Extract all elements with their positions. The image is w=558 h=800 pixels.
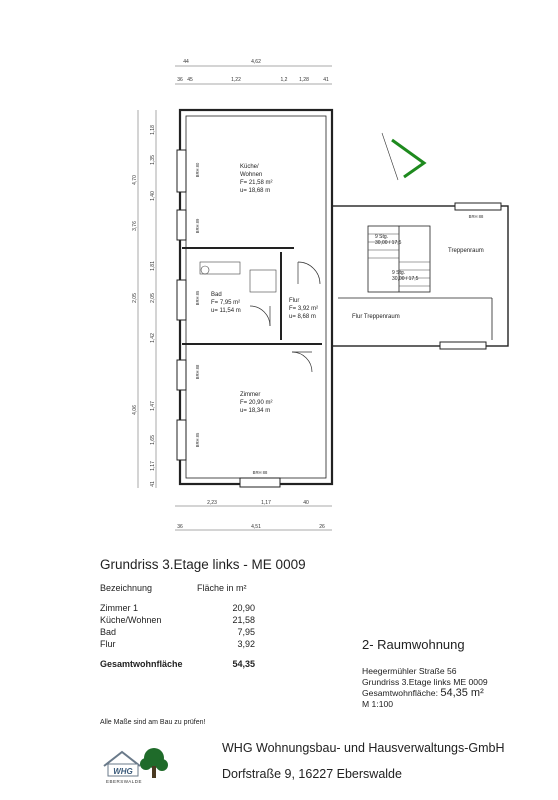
apartment-type: 2- Raumwohnung bbox=[362, 637, 465, 652]
row-value: 3,92 bbox=[237, 639, 255, 649]
room-bad-name: Bad bbox=[211, 292, 222, 298]
row-value: 7,95 bbox=[237, 627, 255, 637]
dim-top-4: 45 bbox=[187, 77, 193, 83]
dim-bottom-3: 40 bbox=[303, 500, 309, 506]
stair-lower-count: 9 Stg. bbox=[392, 270, 406, 276]
room-flur-name: Flur bbox=[289, 298, 300, 304]
table-row bbox=[100, 638, 257, 650]
company-name: WHG Wohnungsbau- und Hausverwaltungs-GmbH bbox=[222, 741, 505, 755]
dim-top-6: 1,2 bbox=[280, 77, 288, 83]
window-label-6: BRH 88 bbox=[252, 470, 268, 475]
window-labels bbox=[195, 162, 484, 475]
dim-top-2: 4,62 bbox=[251, 59, 261, 65]
dim-left-8: 1,65 bbox=[150, 435, 156, 445]
room-kueche-line1: Küche/ bbox=[240, 164, 259, 170]
room-flur-treppenraum: Flur Treppenraum bbox=[352, 314, 400, 320]
dim-bottom-6: 26 bbox=[319, 524, 325, 530]
info-area-value: 54,35 m² bbox=[440, 687, 484, 699]
dim-left-9: 1,17 bbox=[150, 461, 156, 471]
dim-top-7: 1,28 bbox=[299, 77, 309, 83]
room-flur-perimeter: u= 8,68 m bbox=[289, 314, 316, 320]
room-zimmer-name: Zimmer bbox=[240, 392, 261, 398]
dimension-lines bbox=[138, 66, 332, 530]
company-address: Dorfstraße 9, 16227 Eberswalde bbox=[222, 767, 402, 781]
room-zimmer-perimeter: u= 18,34 m bbox=[240, 408, 271, 414]
dim-left-5: 2,05 bbox=[150, 293, 156, 303]
dim-left-outer-3: 2,05 bbox=[132, 293, 138, 303]
plan-title: Grundriss 3.Etage links - ME 0009 bbox=[100, 557, 306, 572]
row-name: Küche/Wohnen bbox=[100, 615, 162, 625]
dims-top bbox=[177, 59, 329, 83]
room-zimmer-area: F= 20,90 m² bbox=[240, 400, 273, 406]
info-area-label: Gesamtwohnfläche: bbox=[362, 688, 438, 698]
dims-bottom bbox=[177, 500, 325, 530]
dim-bottom-4: 36 bbox=[177, 524, 183, 530]
dim-bottom-2: 1,17 bbox=[261, 500, 271, 506]
row-name: Flur bbox=[100, 639, 116, 649]
dim-top-3: 36 bbox=[177, 77, 183, 83]
area-table bbox=[100, 582, 257, 670]
dim-top-8: 41 bbox=[323, 77, 329, 83]
dim-left-4: 1,81 bbox=[150, 261, 156, 271]
dim-left-3: 1,40 bbox=[150, 191, 156, 201]
room-kueche-line2: Wohnen bbox=[240, 172, 263, 178]
room-flur-area: F= 3,92 m² bbox=[289, 306, 319, 312]
logo-subtext: EBERSWALDE bbox=[105, 779, 143, 784]
row-value: 20,90 bbox=[232, 603, 255, 613]
dim-left-2: 1,35 bbox=[150, 155, 156, 165]
window-label-5: BRH 85 bbox=[195, 432, 200, 448]
window-label-7: BRH 88 bbox=[468, 214, 484, 219]
room-kueche-area: F= 21,58 m² bbox=[240, 180, 273, 186]
dim-bottom-5: 4,51 bbox=[251, 524, 261, 530]
info-plan-name: Grundriss 3.Etage links ME 0009 bbox=[362, 677, 488, 687]
total-value: 54,35 bbox=[232, 659, 255, 669]
row-name: Zimmer 1 bbox=[100, 603, 138, 613]
north-arrow-icon bbox=[382, 133, 424, 180]
info-block bbox=[362, 666, 488, 710]
dim-top-5: 1,22 bbox=[231, 77, 241, 83]
table-total-row bbox=[100, 658, 257, 670]
disclaimer-note: Alle Maße sind am Bau zu prüfen! bbox=[100, 719, 206, 726]
row-name: Bad bbox=[100, 627, 117, 637]
table-row bbox=[100, 614, 257, 626]
stair-lower-dim: 30,00 / 17,5 bbox=[392, 276, 419, 282]
dim-left-6: 1,42 bbox=[150, 333, 156, 343]
dim-bottom-1: 2,23 bbox=[207, 500, 217, 506]
room-bad-area: F= 7,95 m² bbox=[211, 300, 241, 306]
dim-left-outer-2: 3,76 bbox=[132, 221, 138, 231]
windows bbox=[177, 150, 501, 487]
table-header bbox=[100, 582, 257, 594]
logo-text: WHG bbox=[113, 767, 133, 776]
bath-fixtures bbox=[200, 262, 276, 292]
dim-left-outer-1: 4,70 bbox=[132, 175, 138, 185]
room-labels bbox=[211, 164, 484, 414]
window-label-4: BRH 88 bbox=[195, 364, 200, 380]
table-row bbox=[100, 626, 257, 638]
dim-left-10: 41 bbox=[150, 481, 156, 487]
room-bad-perimeter: u= 11,54 m bbox=[211, 308, 241, 314]
walls bbox=[180, 110, 508, 484]
dim-left-7: 1,47 bbox=[150, 401, 156, 411]
row-value: 21,58 bbox=[232, 615, 255, 625]
dim-top-1: 44 bbox=[183, 59, 189, 65]
info-scale: M 1:100 bbox=[362, 699, 394, 709]
window-label-3: BRH 85 bbox=[195, 290, 200, 306]
table-header-area: Fläche in m² bbox=[197, 583, 247, 593]
whg-logo bbox=[100, 744, 172, 784]
dim-left-1: 1,18 bbox=[150, 125, 156, 135]
stair-upper-count: 9 Stg. bbox=[375, 234, 389, 240]
room-kueche-perimeter: u= 18,68 m bbox=[240, 188, 271, 194]
dim-left-outer-4: 4,06 bbox=[132, 405, 138, 415]
stair-upper-dim: 30,00 / 17,5 bbox=[375, 240, 402, 246]
info-street: Heegermühler Straße 56 bbox=[362, 666, 457, 676]
dims-left bbox=[132, 125, 156, 487]
table-row bbox=[100, 602, 257, 614]
window-label-2: BRH 89 bbox=[195, 218, 200, 234]
total-name: Gesamtwohnfläche bbox=[100, 659, 183, 669]
window-label-1: BRH 80 bbox=[195, 162, 200, 178]
info-area bbox=[362, 688, 488, 699]
room-treppenraum: Treppenraum bbox=[448, 248, 484, 254]
table-header-name: Bezeichnung bbox=[100, 583, 153, 593]
